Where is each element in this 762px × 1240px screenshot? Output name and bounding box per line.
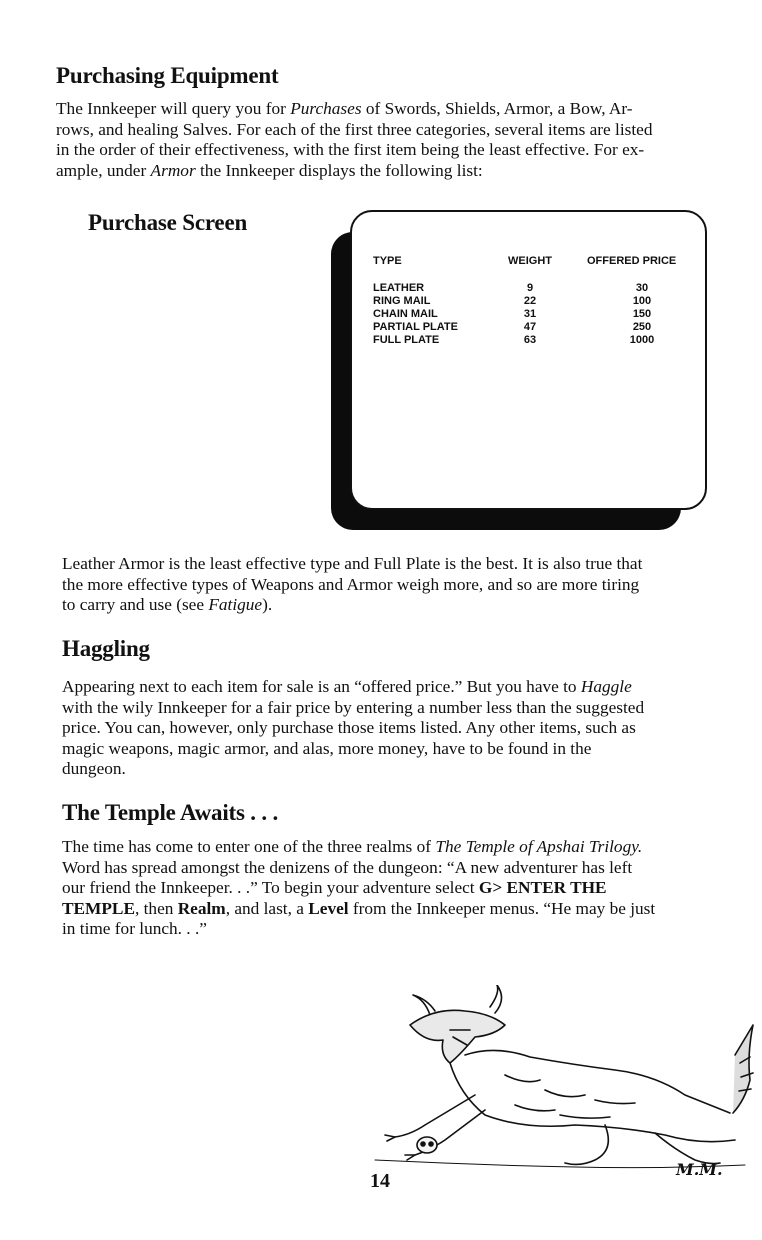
page-number: 14 [370, 1170, 390, 1192]
item-weight: 31 [523, 308, 537, 320]
item-price: 1000 [629, 334, 655, 346]
item-type: LEATHER [373, 282, 425, 294]
haggling-paragraph: Appearing next to each item for sale is an “offered price.” But you have to Haggle with the wily Innkeeper for a fair price by entering a number less than the suggested price. You can, however, only purchase those items listed. Any other items, such as magic weapons, magic armor, and alas, more money, have to be found in the dungeon. [62, 677, 645, 778]
item-type: CHAIN MAIL [373, 308, 438, 320]
item-price: 30 [635, 282, 649, 294]
section-heading-haggling: Haggling [62, 636, 150, 661]
purchasing-paragraph: The Innkeeper will query you for Purchases of Swords, Shields, Armor, a Bow, Ar- rows, and healing Salves. For each of the first three categories, several items are listed in the order of their effectiveness, with the first item being the least effective. For ex- ample, under Armor the Innkeeper displays the following list: [56, 99, 653, 180]
item-type: PARTIAL PLATE [373, 321, 458, 333]
item-weight: 47 [523, 321, 537, 333]
item-weight: 22 [523, 295, 537, 307]
section-heading-purchasing: Purchasing Equipment [56, 63, 279, 88]
artist-signature: M.M. [676, 1160, 723, 1179]
column-header-price: OFFERED PRICE [587, 255, 677, 267]
column-header-weight: WEIGHT [508, 255, 552, 267]
temple-paragraph: The time has come to enter one of the three realms of The Temple of Apshai Trilogy. Word has spread amongst the denizens of the dungeon: “A new adventurer has left our friend the Innkeeper. . .” To begin your adventure select G> ENTER THE TEMPLE, then Realm, and last, a Level from the Innkeeper menus. “He may be just in time for lunch. . .” [62, 837, 656, 938]
item-price: 100 [632, 295, 652, 307]
item-weight: 63 [523, 334, 537, 346]
item-price: 150 [632, 308, 652, 320]
item-type: FULL PLATE [373, 334, 440, 346]
item-weight: 9 [526, 282, 534, 294]
item-type: RING MAIL [373, 295, 431, 307]
item-price: 250 [632, 321, 652, 333]
column-header-type: TYPE [373, 255, 402, 267]
section-heading-purchase-screen: Purchase Screen [88, 210, 248, 235]
section-heading-temple: The Temple Awaits . . . [62, 800, 279, 825]
dragon-illustration [355, 985, 755, 1185]
armor-effectiveness-paragraph: Leather Armor is the least effective type and Full Plate is the best. It is also true that the more effective types of Weapons and Armor weigh more, and so are more tiring to carry and use (see Fatigue). [62, 554, 643, 614]
